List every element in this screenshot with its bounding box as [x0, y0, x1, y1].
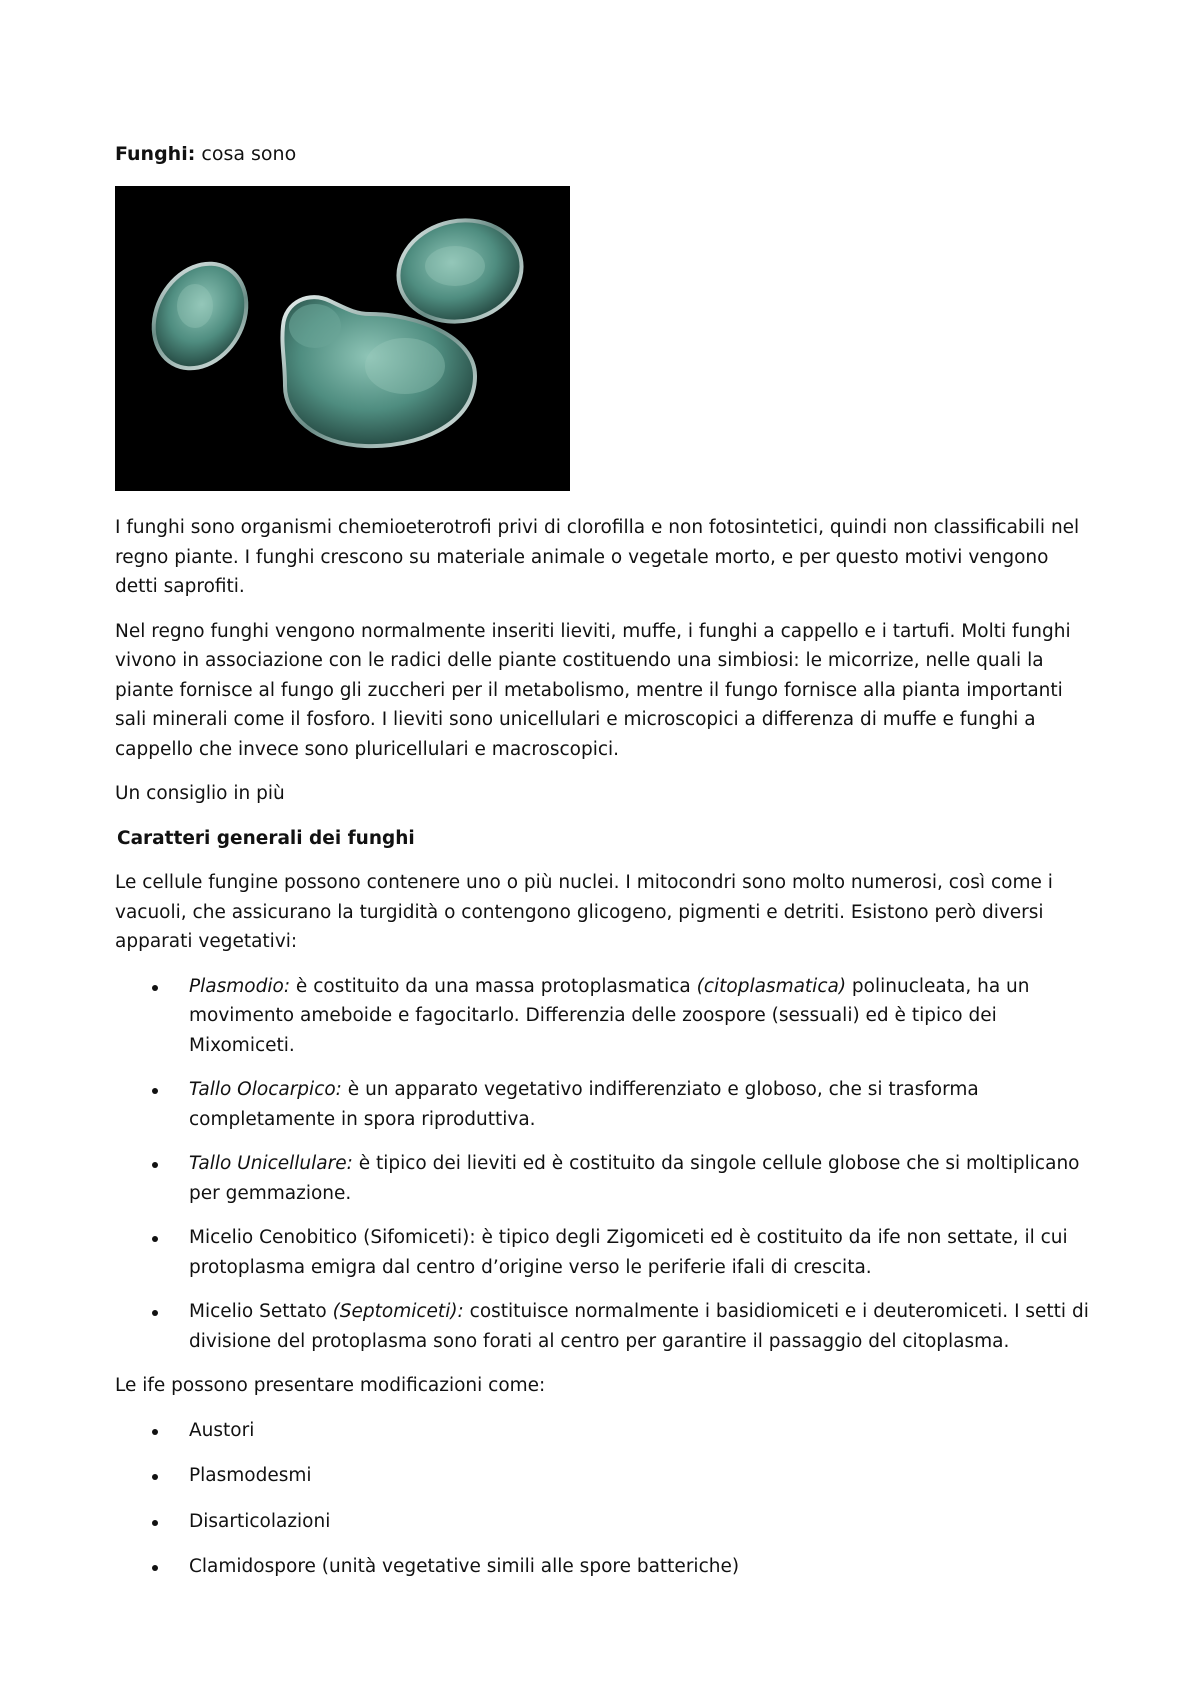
text: Austori [189, 1419, 255, 1441]
list-item [115, 1297, 1095, 1356]
bullet-icon [152, 1429, 158, 1435]
list-item [115, 1552, 1095, 1582]
list-item [115, 1416, 1095, 1446]
term: Tallo Olocarpico: [189, 1079, 342, 1100]
paragraph-cellule: Le cellule fungine possono contenere uno o più nuclei. I mitocondri sono molto numerosi, così come i vacuoli, che assicurano la turgidità o contengono glicogeno, pigmenti e detriti. Esistono però diversi apparati vegetativi: [115, 872, 1053, 952]
text: Clamidospore (unità vegetative simili alle spore batteriche) [189, 1556, 740, 1577]
text: Sifomiceti [370, 1227, 463, 1248]
text: ): è tipico degli Zigomiceti ed è costituito da ife non settate, il cui protoplasma emigra dal centro d’origine verso le periferie ifali di crescita. [189, 1227, 1068, 1278]
term: (citoplasmatica) [696, 975, 847, 997]
bullet-icon [152, 1088, 158, 1094]
paragraph-regno: Nel regno funghi vengono normalmente inseriti lieviti, muffe, i funghi a cappello e i tartufi. Molti funghi vivono in associazione con le radici delle piante costituendo una simbiosi: le micorrize, nelle quali la piante fornisce al fungo gli zuccheri per il metabolismo, mentre il fungo fornisce alla pianta importanti sali minerali come il fosforo. I lieviti sono unicellulari e microscopici a differenza di muffe e funghi a cappello che invece sono pluricellulari e macroscopici. [115, 620, 1071, 760]
yeast-cells-icon [115, 186, 570, 491]
text: è tipico dei lieviti ed è costituito da singole cellule globose che si moltiplicano per gemmazione. [189, 1153, 1080, 1204]
title-bold: Funghi: [115, 143, 196, 165]
list-item [115, 1461, 1095, 1491]
text: è costituito da una massa protoplasmatica [290, 975, 697, 997]
text: costituisce normalmente i basidiomiceti e i deuteromiceti. I setti di divisione del protoplasma sono forati al centro per garantire il passaggio del citoplasma. [189, 1301, 1089, 1352]
bullet-icon [152, 1162, 158, 1168]
document-page [115, 140, 1095, 1582]
term: Plasmodio: [189, 975, 291, 997]
title-rest: cosa sono [195, 143, 297, 165]
page-title [115, 140, 1095, 168]
bullet-icon [152, 1520, 158, 1526]
paragraph-tip: Un consiglio in più [115, 783, 285, 804]
bullet-icon [152, 985, 158, 991]
bullet-icon [152, 1236, 158, 1242]
apparati-list [115, 972, 1095, 1357]
text: polinucleata, ha un movimento ameboide e fagocitarlo. Differenzia delle zoospore (sessuali) ed è tipico dei Mixomiceti. [189, 975, 1030, 1056]
list-item [115, 1075, 1095, 1134]
bullet-icon [152, 1310, 158, 1316]
list-item [115, 1223, 1095, 1282]
modificazioni-list [115, 1416, 1095, 1582]
text: Plasmodesmi [189, 1465, 312, 1486]
paragraph-intro: I funghi sono organismi chemioeterotrofi privi di clorofilla e non fotosintetici, quindi non classificabili nel regno piante. I funghi crescono su materiale animale o vegetale morto, e per questo motivi vengono detti saprofiti. [115, 517, 1080, 597]
text: Disarticolazioni [189, 1510, 331, 1532]
section-heading: Caratteri generali dei funghi [117, 827, 415, 849]
paragraph-ife: Le ife possono presentare modificazioni come: [115, 1375, 546, 1396]
list-item [115, 1507, 1095, 1537]
term: Tallo Unicellulare: [189, 1153, 353, 1174]
term: Micelio Cenobitico ( [189, 1227, 371, 1248]
term: (Septomiceti): [332, 1301, 464, 1322]
term: Micelio Settato [189, 1301, 333, 1322]
list-item [115, 972, 1095, 1061]
yeast-cells-image [115, 186, 570, 491]
text: è un apparato vegetativo indifferenziato e globoso, che si trasforma completamente in spora riproduttiva. [189, 1079, 979, 1130]
bullet-icon [152, 1474, 158, 1480]
list-item [115, 1149, 1095, 1208]
bullet-icon [152, 1565, 158, 1571]
